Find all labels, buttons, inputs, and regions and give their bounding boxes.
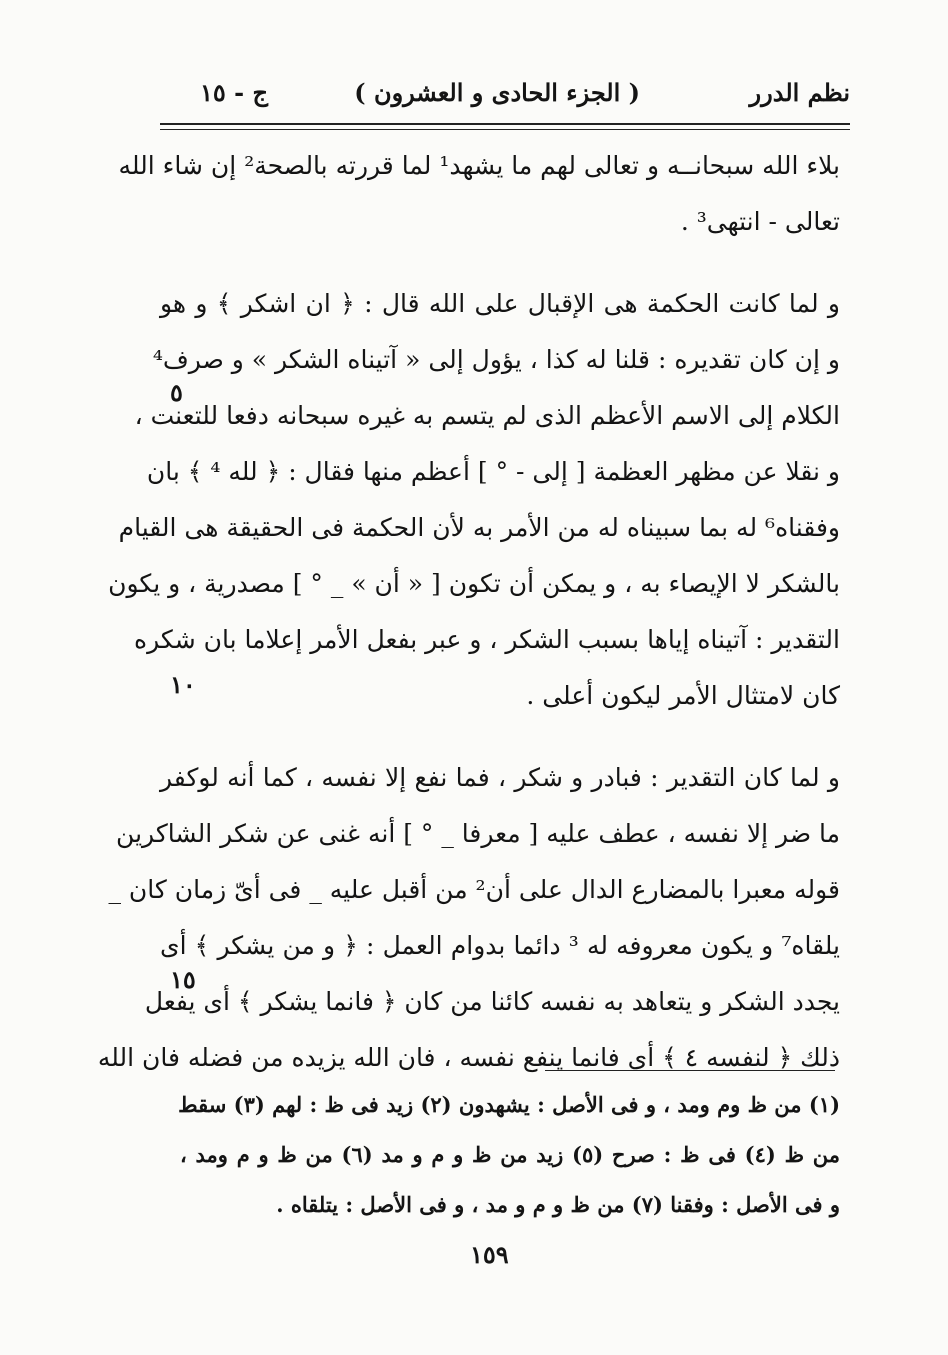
paragraph-gap xyxy=(160,250,840,276)
volume-title: ( الجزء الحادى و العشرون ) xyxy=(354,78,640,107)
text-line: قوله معبرا بالمضارع الدال على أن² من أقبل عليه _ فى أىّ زمان كان _ xyxy=(108,875,840,904)
footnote-line: (١) من ظ وم ومد ، و فى الأصل : يشهدون (٢) زيد فى ظ : لهم (٣) سقط xyxy=(178,1092,840,1117)
page-number: ١٥٩ xyxy=(470,1240,509,1269)
text-line: و نقلا عن مظهر العظمة [ إلى - ° ] أعظم منها فقال : ﴿ لله ⁴ ﴾ بان xyxy=(146,457,840,486)
footnote-line: و فى الأصل : وفقنا (٧) من ظ و م و مد ، و فى الأصل : يتلقاه . xyxy=(276,1192,840,1217)
text-line: الكلام إلى الاسم الأعظم الذى لم يتسم به غيره سبحانه دفعا للتعنت ، xyxy=(134,401,840,430)
text-line: بلاء الله سبحانــه و تعالى لهم ما يشهد¹ لما قررته بالصحة² إن شاء الله xyxy=(118,151,840,180)
text-line: ذلك ﴿ لنفسه ٤ ﴾ أى فانما ينفع نفسه ، فان الله يزيده من فضله فان الله xyxy=(97,1043,840,1072)
text-line: و إن كان تقديره : قلنا له كذا ، يؤول إلى « آتيناه الشكر » و صرف⁴ xyxy=(152,345,840,374)
line-number-15: ١٥ xyxy=(170,965,196,994)
line-number-10: ١٠ xyxy=(170,670,196,699)
line-number-5: ٥ xyxy=(170,378,183,407)
book-title: نظم الدرر xyxy=(749,78,850,107)
text-line: يلقاه⁷ و يكون معروفه له ³ دائما بدوام العمل : ﴿ و من يشكر ﴾ أى xyxy=(160,931,840,960)
footnote-rule xyxy=(545,1070,835,1071)
text-line: التقدير : آتيناه إياها بسبب الشكر ، و عبر بفعل الأمر إعلاما بان شكره xyxy=(134,625,840,654)
text-line: تعالى - انتهى³ . xyxy=(680,207,840,236)
header-rule xyxy=(160,123,850,130)
main-text xyxy=(97,138,840,1086)
footnote-line: من ظ (٤) فى ظ : صرح (٥) زيد من ظ و م و مد (٦) من ظ و م ومد ، xyxy=(180,1142,840,1167)
text-line: و لما كان التقدير : فبادر و شكر ، فما نفع إلا نفسه ، كما أنه لوكفر xyxy=(160,763,840,792)
text-line: ما ضر إلا نفسه ، عطف عليه [ معرفا _ ° ] أنه غنى عن شكر الشاكرين xyxy=(116,819,840,848)
text-line: بالشكر لا الإيصاء به ، و يمكن أن تكون [ « أن » _ ° ] مصدرية ، و يكون xyxy=(108,569,840,598)
volume-number: ج - ١٥ xyxy=(200,78,268,107)
text-line: و لما كانت الحكمة هى الإقبال على الله قال : ﴿ ان اشكر ﴾ و هو xyxy=(160,289,840,318)
paragraph-gap xyxy=(160,724,840,750)
text-line: وفقناه⁶ له بما سبيناه له من الأمر به لأن الحكمة فى الحقيقة هى القيام xyxy=(118,513,840,542)
footnotes xyxy=(180,1080,840,1230)
text-line: كان لامتثال الأمر ليكون أعلى . xyxy=(526,681,840,710)
running-header xyxy=(160,70,850,120)
text-line: يجدد الشكر و يتعاهد به نفسه كائنا من كان ﴿ فانما يشكر ﴾ أى يفعل xyxy=(144,987,840,1016)
